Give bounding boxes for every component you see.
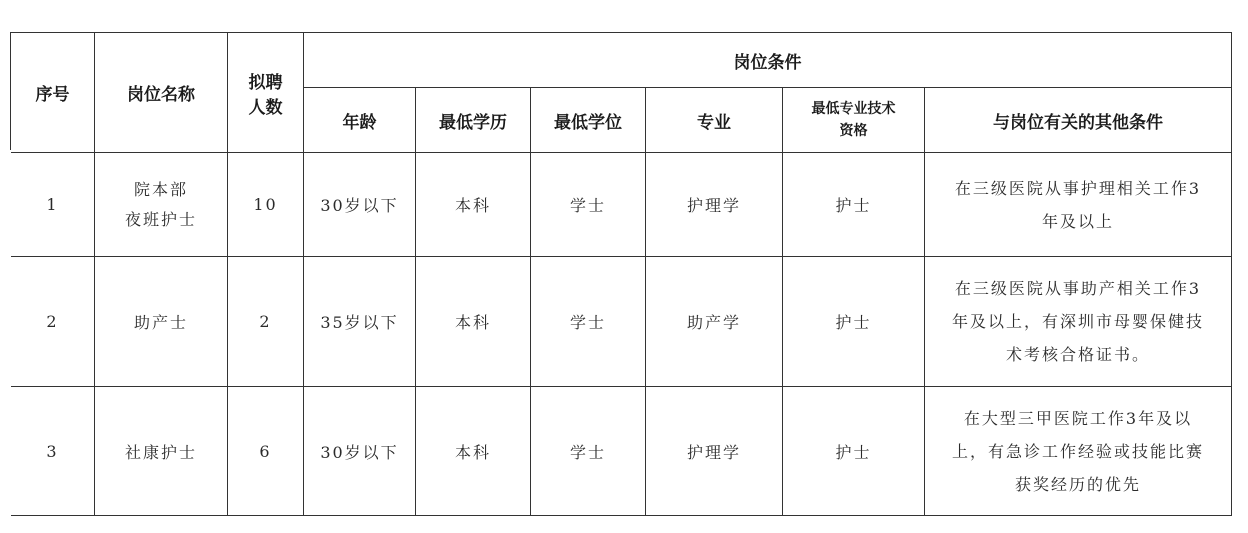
left-edge-gap — [0, 150, 11, 533]
recruitment-table — [10, 32, 1232, 516]
table-row — [11, 387, 1232, 516]
row-post-name — [95, 153, 228, 257]
row-other-line: 获奖经历的优先 — [1014, 474, 1141, 494]
row-age: 30岁以下 — [304, 387, 416, 516]
header-other-conditions: 与岗位有关的其他条件 — [925, 88, 1232, 153]
row-other-conditions — [925, 257, 1232, 387]
row-count: 2 — [228, 257, 304, 387]
row-no: 2 — [11, 257, 95, 387]
row-degree: 学士 — [531, 387, 646, 516]
header-age: 年龄 — [304, 88, 416, 153]
row-other-line: 上，有急诊工作经验或技能比赛 — [951, 441, 1204, 461]
header-qualification-line1: 最低专业技术 — [811, 101, 896, 117]
row-count: 10 — [228, 153, 304, 257]
table-row — [11, 153, 1232, 257]
header-major: 专业 — [646, 88, 783, 153]
header-hire-count — [228, 33, 304, 153]
header-hire-count-line1: 拟聘 — [248, 72, 283, 93]
row-count: 6 — [228, 387, 304, 516]
header-education: 最低学历 — [416, 88, 531, 153]
row-other-conditions — [925, 387, 1232, 516]
table-row — [11, 257, 1232, 387]
row-post-name-line2: 夜班护士 — [124, 209, 197, 229]
row-major: 护理学 — [646, 387, 783, 516]
row-other-line: 年及以上，有深圳市母婴保健技 — [951, 312, 1204, 331]
header-no: 序号 — [11, 33, 95, 153]
row-major: 护理学 — [646, 153, 783, 257]
row-education: 本科 — [416, 257, 531, 387]
row-major: 助产学 — [646, 257, 783, 387]
header-post-name: 岗位名称 — [95, 33, 228, 153]
row-other-line: 在三级医院从事助产相关工作3 — [954, 279, 1202, 298]
header-hire-count-line2: 人数 — [248, 97, 283, 118]
row-no: 1 — [11, 153, 95, 257]
header-degree: 最低学位 — [531, 88, 646, 153]
row-age: 30岁以下 — [304, 153, 416, 257]
row-qualification: 护士 — [783, 153, 925, 257]
row-post-name: 助产士 — [95, 257, 228, 387]
row-education: 本科 — [416, 153, 531, 257]
row-other-conditions — [925, 153, 1232, 257]
header-row-top — [11, 33, 1232, 88]
header-qualification-line2: 资格 — [839, 123, 868, 139]
row-education: 本科 — [416, 387, 531, 516]
header-qualification — [783, 88, 925, 153]
row-post-name-line1: 院本部 — [133, 179, 188, 199]
row-post-name: 社康护士 — [95, 387, 228, 516]
row-qualification: 护士 — [783, 257, 925, 387]
header-conditions-group: 岗位条件 — [304, 33, 1232, 88]
row-degree: 学士 — [531, 257, 646, 387]
row-other-line: 术考核合格证书。 — [1005, 345, 1150, 364]
row-other-line: 在三级医院从事护理相关工作3 — [954, 178, 1202, 198]
row-qualification: 护士 — [783, 387, 925, 516]
row-age: 35岁以下 — [304, 257, 416, 387]
row-degree: 学士 — [531, 153, 646, 257]
row-other-line: 在大型三甲医院工作3年及以 — [963, 408, 1193, 428]
row-no: 3 — [11, 387, 95, 516]
row-other-line: 年及以上 — [1041, 211, 1114, 231]
